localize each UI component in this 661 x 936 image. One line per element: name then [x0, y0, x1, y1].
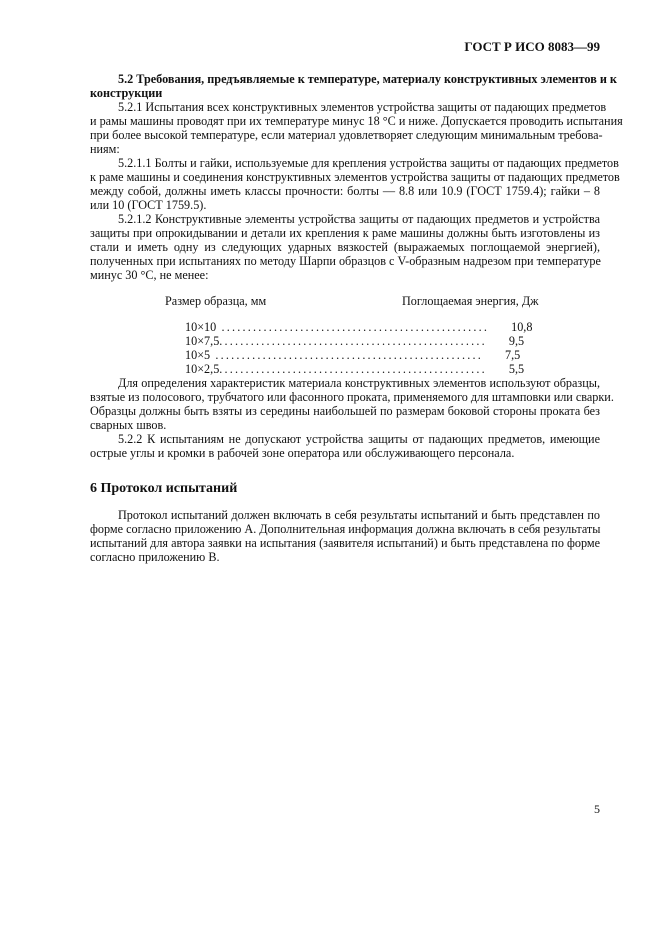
table-row	[185, 334, 525, 348]
table-row	[185, 348, 521, 362]
absorbed-energy: 5,5	[508, 362, 525, 376]
text-line: 5.2.2 К испытаниям не допускают устройства защиты от падающих предметов, имеющие	[118, 432, 600, 446]
text-line: Образцы должны быть взяты из середины наибольшей по размерам боковой стороны проката без	[90, 404, 600, 418]
title-line: конструкции	[90, 86, 163, 100]
text-line: испытаний для автора заявки на испытания (заявителя испытаний) и быть представлена по форме	[90, 536, 600, 550]
text-line: к раме машины и соединения конструктивных элементов устройства защиты от падающих предметов	[90, 170, 620, 184]
table-row	[185, 320, 533, 334]
text-line: Протокол испытаний должен включать в себя результаты испытаний и быть представлен по	[118, 508, 600, 522]
table-header-energy: Поглощаемая энергия, Дж	[402, 294, 539, 308]
text-line: взятые из полосового, трубчатого или фасонного проката, применяемого для штамповки или сварки.	[90, 390, 614, 404]
text-line: 5.2.1.2 Конструктивные элементы устройства защиты от падающих предметов и устройства	[118, 212, 600, 226]
leader-dots: ...................................................	[219, 362, 487, 376]
text-line: 5.2.1 Испытания всех конструктивных элементов устройства защиты от падающих предметов	[118, 100, 607, 114]
sample-size: 10×2,5	[185, 362, 220, 376]
document-code-header: ГОСТ Р ИСО 8083—99	[464, 39, 600, 54]
page-number: 5	[594, 802, 600, 816]
text-line: острые углы и кромки в рабочей зоне оператора или обслуживающего персонала.	[90, 446, 515, 460]
paragraph-5-2-2	[90, 432, 600, 460]
paragraph-5-2-1-2	[90, 212, 600, 282]
section-5-2-title	[90, 72, 617, 100]
text-line: сварных швов.	[90, 418, 167, 432]
paragraph-6-protocol	[90, 508, 600, 564]
text-line: ниям:	[90, 142, 120, 156]
paragraph-5-2-1	[90, 100, 623, 156]
text-line: Для определения характеристик материала конструктивных элементов используют образцы,	[118, 376, 600, 390]
text-line: минус 30 °С, не менее:	[90, 268, 209, 282]
sample-size: 10×5	[185, 348, 211, 362]
leader-dots: ...................................................	[219, 334, 487, 348]
text-line: или 10 (ГОСТ 1759.5).	[90, 198, 207, 212]
table-header-size: Размер образца, мм	[165, 294, 267, 308]
text-line: между собой, должны иметь классы прочности: болты — 8.8 или 10.9 (ГОСТ 1759.4); гайки – 8	[90, 184, 600, 198]
paragraph-material-samples	[90, 376, 614, 432]
text-line: стали и иметь одну из следующих ударных вязкостей (выражаемых поглощаемой энергией),	[90, 240, 600, 254]
text-line: согласно приложению В.	[90, 550, 220, 564]
page-body	[90, 72, 623, 564]
sample-size: 10×10	[185, 320, 217, 334]
absorbed-energy: 7,5	[505, 348, 521, 362]
absorbed-energy: 10,8	[511, 320, 533, 334]
table-header	[90, 294, 600, 308]
title-line: 5.2 Требования, предъявляемые к температуре, материалу конструктивных элементов и к	[118, 72, 617, 86]
table-row	[185, 362, 525, 376]
text-line: 5.2.1.1 Болты и гайки, используемые для крепления устройства защиты от падающих предметов	[118, 156, 619, 170]
text-line: и рамы машины проводят при их температуре минус 18 °С и ниже. Допускается проводить испытания	[90, 114, 623, 128]
text-line: защиты при опрокидывании и детали их крепления к раме машины должны быть изготовлены из	[90, 226, 600, 240]
text-line: при более высокой температуре, если материал удовлетворяет следующим минимальным требова-	[90, 128, 603, 142]
absorbed-energy: 9,5	[508, 334, 525, 348]
section-6-title: 6 Протокол испытаний	[90, 481, 238, 496]
sample-size: 10×7,5	[185, 334, 220, 348]
paragraph-5-2-1-1	[90, 156, 620, 212]
leader-dots: ...................................................	[216, 320, 490, 334]
leader-dots: ...................................................	[210, 348, 483, 362]
text-line: форме согласно приложению А. Дополнительная информация должна включать в себя результаты	[90, 522, 601, 536]
text-line: полученных при испытаниях по методу Шарпи образцов с V-образным надрезом при температуре	[90, 254, 601, 268]
